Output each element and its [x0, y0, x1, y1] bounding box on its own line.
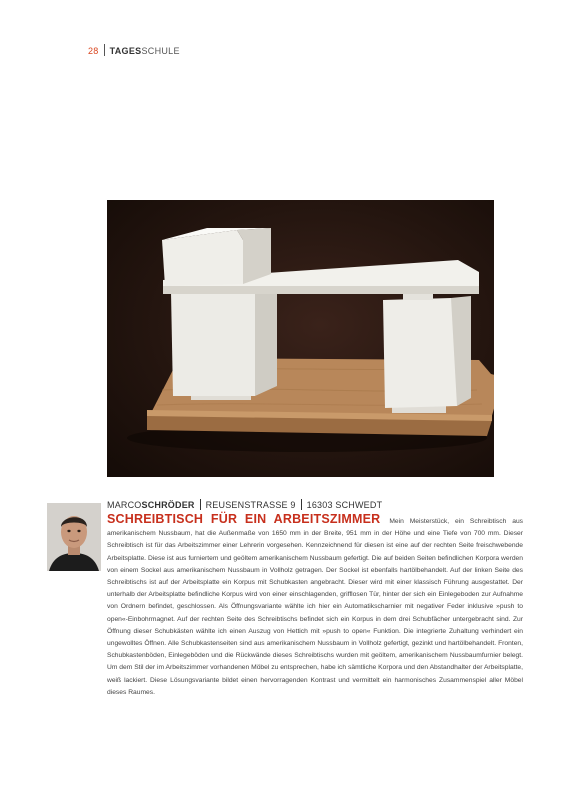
article-body: Mein Meisterstück, ein Schreibtisch aus amerikanischem Nussbaum, hat die Außenmaße von 1650 mm in der Breite, 951 mm in der Höhe und eine Tiefe von 700 mm. Dieser Schreibtisch ist für das Arbeitszimmer einer Lehrerin vorgesehen. Kennzeichnend für diesen ist eine auf der rechten Seite freischwebende Arbeitsplatte. Diese ist aus furniertem und geöltem amerikanischem Nussbaum gefertigt. Die auf beiden Seiten befindlichen Korpora werden von einem Sockel aus amerikanischem Nussbaum in Vollholz getragen. Der Sockel ist ebenfalls hartölbehandelt. Auf der linken Seite des Schreibtischs ist auf der Arbeitsplatte ein Korpus mit Schubkasten angebracht. Dieser wird mit einer klassisch Führung ausgestattet. Der unterhalb der Arbeitsplatte befindliche Korpus wird von einer einschlagenden, grifflosen Tür, hinter der sich ein Einlegeboden zur Aufnahme von Ordnern befindet, geschlossen. Als Öffnungsvariante wählte ich hier ein Automatikscharnier mit negativer Feder inklusive »push to open«-Einbohrmagnet. Auf der rechten Seite des Schreibtischs befindet sich ein Korpus in dem drei Schubfächer untergebracht sind. Zur Öffnung dieser Schubkästen wählte ich einen Auszug von Hettich mit »push to open« Funktion. Die integrierte Zuhaltung verhindert ein ungewolltes Öffnen. Alle Schubkastenseiten sind aus amerikanischem Nussbaum in Vollholz gefertigt, gezinkt und hartölbehandelt. Fronten, Schubkastenböden, Einlegeböden und die Rückwände dieses Schreibtischs wurden mit geöltem, amerikanischem Nussbaumfurnier belegt. Um dem Stil der im Arbeitszimmer vorhandenen Möbel zu entsprechen, habe ich sämtliche Korpora und den Abstandhalter der Arbeitsplatte, weiß lackiert. Diese Lösungsvariante bildet einen hervorragenden Kontrast und vermittelt ein harmonisches Zusammenspiel aller Möbel dieses Raumes. — [107, 518, 524, 696]
page-header — [88, 44, 180, 56]
byline-divider — [301, 499, 302, 510]
author-portrait — [47, 503, 101, 571]
author-portrait-illustration — [47, 503, 101, 571]
left-cabinet-side — [255, 290, 277, 396]
author-first-name: MARCO — [107, 500, 142, 510]
magazine-brand-light: SCHULE — [141, 46, 180, 56]
author-byline — [107, 499, 382, 510]
desk-top-edge — [163, 286, 479, 294]
eye — [67, 530, 70, 532]
drawer-box-front — [162, 230, 243, 286]
eye — [77, 530, 80, 532]
author-last-name: SCHRÖDER — [141, 500, 195, 510]
right-cabinet-front — [383, 298, 459, 408]
desk-model-photo — [107, 200, 494, 477]
author-street: REUSENSTRASSE 9 — [205, 500, 296, 510]
left-cabinet-front — [171, 292, 255, 396]
desk-model-illustration — [107, 200, 494, 477]
article-title: SCHREIBTISCH FÜR EIN ARBEITSZIMMER — [107, 512, 381, 526]
page-number: 28 — [88, 46, 99, 56]
article-text — [107, 513, 523, 699]
header-divider — [104, 44, 105, 56]
byline-divider — [200, 499, 201, 510]
magazine-brand-bold: TAGES — [109, 46, 142, 56]
author-city: 16303 SCHWEDT — [306, 500, 383, 510]
